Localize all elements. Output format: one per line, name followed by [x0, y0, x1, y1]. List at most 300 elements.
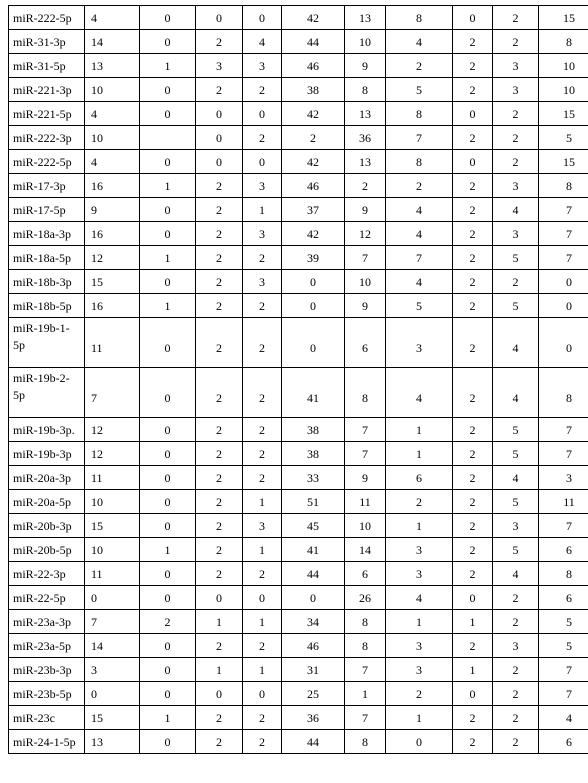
value-cell: 45: [282, 514, 345, 538]
value-cell: 15: [539, 102, 588, 126]
value-cell: 8: [345, 730, 386, 754]
value-cell: 2: [453, 246, 493, 270]
value-cell: 1: [386, 442, 453, 466]
table-row: [9, 30, 588, 54]
mirna-name-cell: miR-23a-5p: [9, 634, 85, 658]
value-cell: 1: [196, 658, 243, 682]
value-cell: 6: [345, 562, 386, 586]
value-cell: 2: [493, 270, 539, 294]
value-cell: 8: [386, 6, 453, 30]
table-row: [9, 54, 588, 78]
table-row: [9, 78, 588, 102]
value-cell: 1: [453, 658, 493, 682]
value-cell: 3: [386, 318, 453, 368]
value-cell: 3: [386, 538, 453, 562]
table-row: [9, 730, 588, 754]
table-row: [9, 318, 588, 368]
value-cell: 1: [243, 658, 282, 682]
value-cell: 1: [386, 706, 453, 730]
value-cell: 13: [345, 102, 386, 126]
value-cell: 0: [140, 418, 196, 442]
value-cell: 9: [345, 294, 386, 318]
value-cell: 4: [493, 562, 539, 586]
value-cell: 2: [196, 270, 243, 294]
value-cell: 0: [453, 6, 493, 30]
value-cell: 4: [243, 30, 282, 54]
value-cell: 8: [345, 368, 386, 418]
value-cell: 2: [196, 562, 243, 586]
value-cell: 2: [493, 150, 539, 174]
value-cell: 0: [282, 294, 345, 318]
value-cell: 42: [282, 6, 345, 30]
mirna-name-cell: miR-19b-3p.: [9, 418, 85, 442]
value-cell: 4: [386, 198, 453, 222]
value-cell: 6: [386, 466, 453, 490]
value-cell: 44: [282, 730, 345, 754]
value-cell: 0: [243, 586, 282, 610]
value-cell: 0: [140, 490, 196, 514]
value-cell: 15: [85, 706, 140, 730]
value-cell: 2: [243, 466, 282, 490]
table-row: [9, 586, 588, 610]
value-cell: 2: [282, 126, 345, 150]
value-cell: 0: [196, 6, 243, 30]
value-cell: 33: [282, 466, 345, 490]
value-cell: 0: [243, 682, 282, 706]
value-cell: 12: [85, 418, 140, 442]
value-cell: 2: [493, 682, 539, 706]
value-cell: 1: [243, 198, 282, 222]
value-cell: 7: [539, 246, 588, 270]
table-row: [9, 246, 588, 270]
value-cell: 36: [282, 706, 345, 730]
value-cell: 41: [282, 368, 345, 418]
mirna-name-cell: miR-20b-5p: [9, 538, 85, 562]
value-cell: 1: [243, 490, 282, 514]
value-cell: 15: [539, 150, 588, 174]
value-cell: 2: [453, 706, 493, 730]
value-cell: 38: [282, 442, 345, 466]
table-row: [9, 514, 588, 538]
value-cell: 10: [85, 538, 140, 562]
value-cell: 2: [493, 586, 539, 610]
value-cell: 2: [386, 682, 453, 706]
value-cell: 2: [453, 368, 493, 418]
value-cell: 2: [196, 706, 243, 730]
table-row: [9, 198, 588, 222]
value-cell: 0: [453, 586, 493, 610]
value-cell: 13: [85, 54, 140, 78]
value-cell: 7: [539, 198, 588, 222]
value-cell: 2: [196, 246, 243, 270]
value-cell: 4: [85, 102, 140, 126]
value-cell: 5: [539, 634, 588, 658]
value-cell: 2: [493, 6, 539, 30]
value-cell: 3: [493, 174, 539, 198]
value-cell: 46: [282, 634, 345, 658]
value-cell: 0: [453, 102, 493, 126]
value-cell: 7: [539, 514, 588, 538]
mirna-name-cell: miR-19b-1-5p: [9, 318, 85, 368]
table-row: [9, 6, 588, 30]
value-cell: 0: [85, 682, 140, 706]
value-cell: 3: [243, 54, 282, 78]
value-cell: 0: [386, 730, 453, 754]
value-cell: 2: [196, 538, 243, 562]
value-cell: 2: [196, 730, 243, 754]
value-cell: 4: [386, 222, 453, 246]
table-body: [9, 6, 588, 754]
value-cell: 4: [386, 270, 453, 294]
value-cell: 2: [493, 30, 539, 54]
value-cell: 10: [85, 126, 140, 150]
mirna-name-cell: miR-222-5p: [9, 150, 85, 174]
value-cell: 1: [140, 538, 196, 562]
value-cell: 2: [453, 294, 493, 318]
value-cell: 0: [140, 78, 196, 102]
value-cell: 1: [345, 682, 386, 706]
value-cell: 2: [453, 418, 493, 442]
value-cell: 1: [196, 610, 243, 634]
value-cell: 2: [196, 198, 243, 222]
value-cell: 2: [196, 442, 243, 466]
value-cell: 2: [243, 442, 282, 466]
value-cell: 0: [539, 270, 588, 294]
value-cell: 14: [85, 30, 140, 54]
value-cell: 42: [282, 102, 345, 126]
value-cell: 0: [140, 730, 196, 754]
value-cell: 2: [243, 706, 282, 730]
value-cell: 1: [453, 610, 493, 634]
value-cell: 5: [539, 126, 588, 150]
value-cell: 42: [282, 222, 345, 246]
value-cell: 4: [493, 368, 539, 418]
value-cell: 2: [243, 126, 282, 150]
value-cell: 3: [386, 658, 453, 682]
value-cell: 5: [493, 538, 539, 562]
value-cell: 1: [140, 706, 196, 730]
value-cell: 2: [243, 368, 282, 418]
value-cell: 0: [85, 586, 140, 610]
mirna-name-cell: miR-18b-5p: [9, 294, 85, 318]
value-cell: 7: [345, 658, 386, 682]
value-cell: 5: [493, 294, 539, 318]
mirna-name-cell: miR-18a-5p: [9, 246, 85, 270]
value-cell: 0: [140, 682, 196, 706]
value-cell: 4: [386, 586, 453, 610]
value-cell: 38: [282, 78, 345, 102]
value-cell: 7: [85, 368, 140, 418]
value-cell: 2: [453, 318, 493, 368]
value-cell: 2: [453, 174, 493, 198]
table-row: [9, 368, 588, 418]
value-cell: 7: [539, 658, 588, 682]
value-cell: 16: [85, 222, 140, 246]
value-cell: 11: [85, 318, 140, 368]
value-cell: 1: [140, 294, 196, 318]
value-cell: 2: [453, 78, 493, 102]
value-cell: 2: [493, 658, 539, 682]
value-cell: 2: [386, 174, 453, 198]
value-cell: 0: [243, 6, 282, 30]
table-row: [9, 682, 588, 706]
value-cell: 8: [539, 562, 588, 586]
mirna-name-cell: miR-23c: [9, 706, 85, 730]
value-cell: 7: [85, 610, 140, 634]
value-cell: 3: [243, 222, 282, 246]
value-cell: 7: [539, 442, 588, 466]
value-cell: 16: [85, 294, 140, 318]
value-cell: 0: [140, 150, 196, 174]
value-cell: 2: [243, 78, 282, 102]
value-cell: 0: [140, 102, 196, 126]
value-cell: 1: [140, 246, 196, 270]
value-cell: 8: [345, 634, 386, 658]
value-cell: 2: [453, 198, 493, 222]
value-cell: 7: [345, 418, 386, 442]
value-cell: 11: [539, 490, 588, 514]
mirna-name-cell: miR-22-3p: [9, 562, 85, 586]
value-cell: 14: [85, 634, 140, 658]
value-cell: 0: [539, 294, 588, 318]
value-cell: 9: [345, 54, 386, 78]
value-cell: 2: [196, 634, 243, 658]
value-cell: 2: [453, 442, 493, 466]
value-cell: 6: [539, 586, 588, 610]
mirna-name-cell: miR-17-3p: [9, 174, 85, 198]
value-cell: 2: [243, 634, 282, 658]
value-cell: 2: [386, 490, 453, 514]
value-cell: 1: [243, 538, 282, 562]
value-cell: 2: [493, 610, 539, 634]
value-cell: 10: [539, 54, 588, 78]
value-cell: 3: [539, 466, 588, 490]
value-cell: 8: [386, 102, 453, 126]
value-cell: 1: [386, 514, 453, 538]
value-cell: 0: [196, 150, 243, 174]
value-cell: 0: [282, 270, 345, 294]
value-cell: 2: [196, 294, 243, 318]
value-cell: 2: [243, 294, 282, 318]
value-cell: 10: [345, 30, 386, 54]
value-cell: 2: [140, 610, 196, 634]
table-row: [9, 294, 588, 318]
mirna-name-cell: miR-222-3p: [9, 126, 85, 150]
value-cell: 2: [196, 490, 243, 514]
value-cell: 8: [539, 368, 588, 418]
table-row: [9, 270, 588, 294]
table-row: [9, 706, 588, 730]
value-cell: 2: [453, 730, 493, 754]
value-cell: 3: [493, 634, 539, 658]
value-cell: 51: [282, 490, 345, 514]
value-cell: 7: [539, 418, 588, 442]
value-cell: 0: [196, 586, 243, 610]
value-cell: 2: [453, 126, 493, 150]
value-cell: 5: [386, 78, 453, 102]
value-cell: 3: [243, 270, 282, 294]
mirna-name-cell: miR-23a-3p: [9, 610, 85, 634]
value-cell: 12: [85, 442, 140, 466]
value-cell: 4: [493, 198, 539, 222]
value-cell: 13: [345, 6, 386, 30]
value-cell: 36: [345, 126, 386, 150]
value-cell: 0: [196, 102, 243, 126]
value-cell: 8: [345, 78, 386, 102]
value-cell: 6: [539, 538, 588, 562]
value-cell: 44: [282, 562, 345, 586]
value-cell: 13: [85, 730, 140, 754]
value-cell: 7: [539, 222, 588, 246]
value-cell: 7: [345, 442, 386, 466]
value-cell: 4: [386, 30, 453, 54]
value-cell: 2: [493, 706, 539, 730]
value-cell: 5: [493, 418, 539, 442]
value-cell: 3: [386, 562, 453, 586]
value-cell: 0: [140, 514, 196, 538]
value-cell: 14: [345, 538, 386, 562]
value-cell: 9: [345, 466, 386, 490]
value-cell: 4: [85, 150, 140, 174]
value-cell: 41: [282, 538, 345, 562]
value-cell: 2: [243, 318, 282, 368]
value-cell: 9: [85, 198, 140, 222]
value-cell: 44: [282, 30, 345, 54]
mirna-name-cell: miR-20a-3p: [9, 466, 85, 490]
value-cell: 2: [196, 514, 243, 538]
value-cell: 7: [386, 126, 453, 150]
value-cell: 2: [453, 490, 493, 514]
value-cell: 2: [453, 466, 493, 490]
value-cell: 1: [386, 418, 453, 442]
value-cell: 0: [243, 150, 282, 174]
value-cell: 2: [453, 54, 493, 78]
value-cell: 0: [196, 682, 243, 706]
value-cell: 0: [140, 368, 196, 418]
value-cell: 16: [85, 174, 140, 198]
table-row: [9, 538, 588, 562]
value-cell: 5: [493, 246, 539, 270]
value-cell: 9: [345, 198, 386, 222]
value-cell: 3: [493, 78, 539, 102]
mirna-name-cell: miR-19b-3p: [9, 442, 85, 466]
value-cell: 13: [345, 150, 386, 174]
table-row: [9, 634, 588, 658]
value-cell: 0: [140, 442, 196, 466]
value-cell: 2: [453, 634, 493, 658]
mirna-name-cell: miR-23b-5p: [9, 682, 85, 706]
value-cell: 2: [493, 730, 539, 754]
value-cell: 2: [386, 54, 453, 78]
table-row: [9, 466, 588, 490]
value-cell: 10: [345, 514, 386, 538]
value-cell: 2: [196, 368, 243, 418]
mirna-name-cell: miR-31-3p: [9, 30, 85, 54]
value-cell: 7: [539, 682, 588, 706]
value-cell: 8: [386, 150, 453, 174]
value-cell: 46: [282, 174, 345, 198]
value-cell: 2: [196, 318, 243, 368]
value-cell: 0: [140, 586, 196, 610]
value-cell: 3: [243, 174, 282, 198]
value-cell: 0: [140, 198, 196, 222]
value-cell: 11: [85, 466, 140, 490]
table-row: [9, 150, 588, 174]
value-cell: 0: [453, 682, 493, 706]
value-cell: 2: [243, 246, 282, 270]
value-cell: 12: [345, 222, 386, 246]
value-cell: 3: [493, 222, 539, 246]
table-row: [9, 126, 588, 150]
value-cell: 0: [140, 6, 196, 30]
value-cell: 46: [282, 54, 345, 78]
value-cell: 10: [345, 270, 386, 294]
value-cell: 0: [140, 562, 196, 586]
value-cell: 34: [282, 610, 345, 634]
value-cell: 2: [453, 270, 493, 294]
value-cell: 2: [453, 30, 493, 54]
mirna-name-cell: miR-221-3p: [9, 78, 85, 102]
table-row: [9, 174, 588, 198]
mirna-name-cell: miR-18a-3p: [9, 222, 85, 246]
mirna-name-cell: miR-23b-3p: [9, 658, 85, 682]
value-cell: 2: [453, 222, 493, 246]
value-cell: 0: [539, 318, 588, 368]
value-cell: 3: [386, 634, 453, 658]
value-cell: 2: [493, 102, 539, 126]
value-cell: 5: [493, 442, 539, 466]
value-cell: 11: [85, 562, 140, 586]
value-cell: 4: [85, 6, 140, 30]
value-cell: 10: [539, 78, 588, 102]
value-cell: 7: [345, 246, 386, 270]
value-cell: 0: [140, 634, 196, 658]
mirna-data-table: [8, 5, 588, 754]
mirna-name-cell: miR-20b-3p: [9, 514, 85, 538]
value-cell: 0: [453, 150, 493, 174]
value-cell: 1: [386, 610, 453, 634]
mirna-name-cell: miR-31-5p: [9, 54, 85, 78]
value-cell: 3: [493, 514, 539, 538]
value-cell: 2: [493, 126, 539, 150]
value-cell: 15: [539, 6, 588, 30]
value-cell: 2: [196, 466, 243, 490]
value-cell: 2: [243, 418, 282, 442]
value-cell: 0: [140, 658, 196, 682]
value-cell: 26: [345, 586, 386, 610]
value-cell: 4: [539, 706, 588, 730]
value-cell: 10: [85, 490, 140, 514]
table-row: [9, 562, 588, 586]
value-cell: 1: [140, 54, 196, 78]
value-cell: 6: [539, 730, 588, 754]
table-row: [9, 658, 588, 682]
value-cell: 2: [196, 30, 243, 54]
value-cell: 15: [85, 270, 140, 294]
value-cell: 0: [282, 586, 345, 610]
value-cell: 12: [85, 246, 140, 270]
value-cell: 1: [140, 174, 196, 198]
value-cell: 31: [282, 658, 345, 682]
table-row: [9, 442, 588, 466]
value-cell: 4: [493, 318, 539, 368]
value-cell: 4: [493, 466, 539, 490]
value-cell: 8: [539, 30, 588, 54]
mirna-name-cell: miR-19b-2-5p: [9, 368, 85, 418]
value-cell: 1: [243, 610, 282, 634]
value-cell: 2: [196, 418, 243, 442]
value-cell: 8: [345, 610, 386, 634]
